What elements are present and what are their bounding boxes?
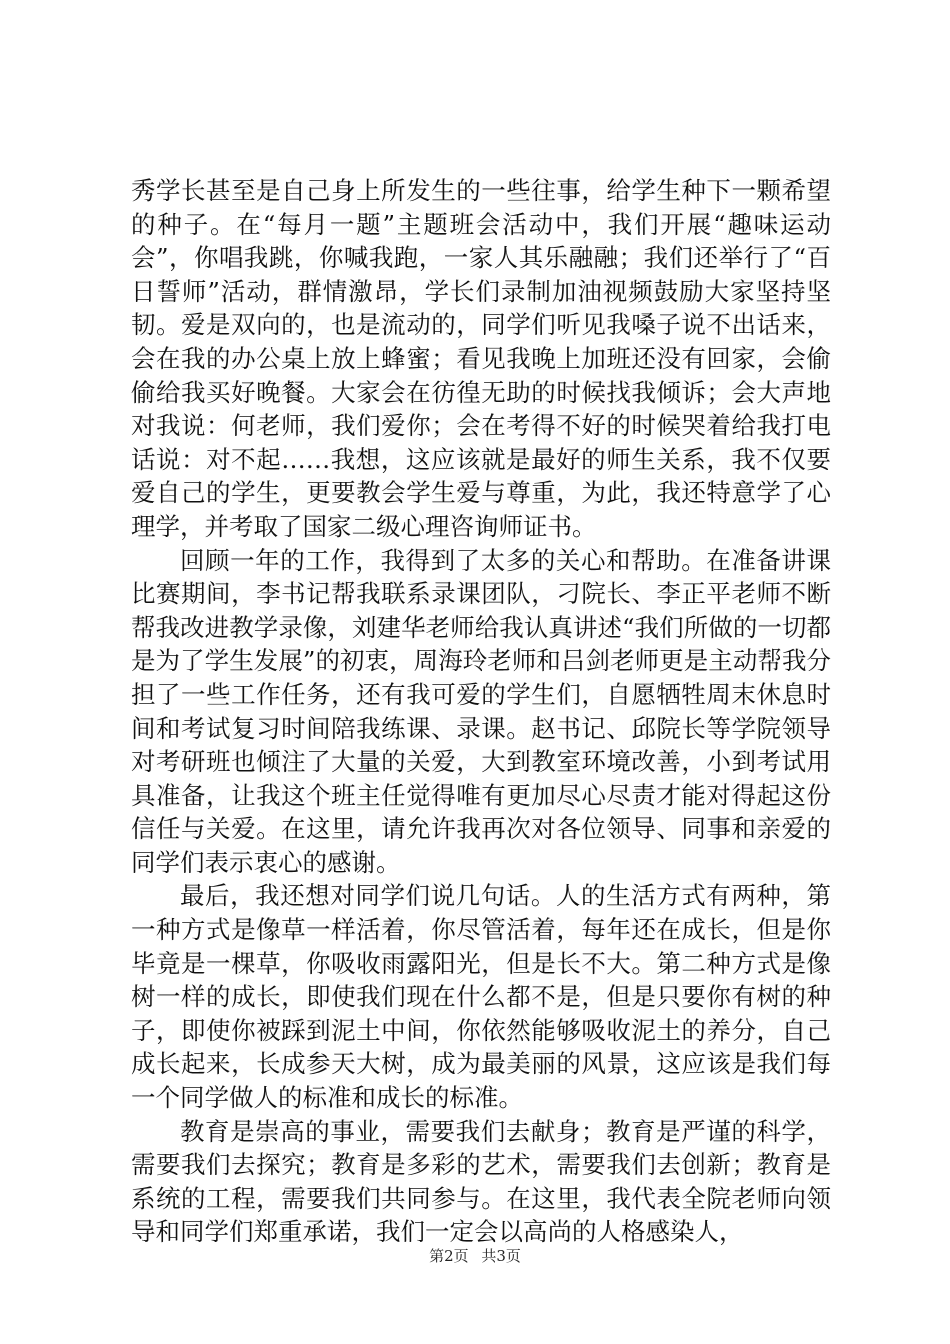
document-body — [131, 174, 831, 1249]
paragraph-1: 秀学长甚至是自己身上所发生的一些往事，给学生种下一颗希望的种子。在“每月一题”主题班会活动中，我们开展“趣味运动会”，你唱我跳，你喊我跑，一家人其乐融融；我们还举行了“百日誓师”活动，群情激昂，学长们录制加油视频鼓励大家坚持坚韧。爱是双向的，也是流动的，同学们听见我嗓子说不出话来，会在我的办公桌上放上蜂蜜；看见我晚上加班还没有回家，会偷偷给我买好晚餐。大家会在彷徨无助的时候找我倾诉；会大声地对我说：何老师，我们爱你；会在考得不好的时候哭着给我打电话说：对不起……我想，这应该就是最好的师生关系，我不仅要爱自己的学生，更要教会学生爱与尊重，为此，我还特意学了心理学，并考取了国家二级心理咨询师证书。 — [131, 176, 831, 541]
paragraph-2: 回顾一年的工作，我得到了太多的关心和帮助。在准备讲课比赛期间，李书记帮我联系录课团队，刁院长、李正平老师不断帮我改进教学录像，刘建华老师给我认真讲述“我们所做的一切都是为了学生发展”的初衷，周海玲老师和吕剑老师更是主动帮我分担了一些工作任务，还有我可爱的学生们，自愿牺牲周末休息时间和考试复习时间陪我练课、录课。赵书记、邱院长等学院领导对考研班也倾注了大量的关爱，大到教室环境改善，小到考试用具准备，让我这个班主任觉得唯有更加尽心尽责才能对得起这份信任与关爱。在这里，请允许我再次对各位领导、同事和亲爱的同学们表示衷心的感谢。 — [131, 545, 831, 877]
paragraph-3: 最后，我还想对同学们说几句话。人的生活方式有两种，第一种方式是像草一样活着，你尽管活着，每年还在成长，但是你毕竟是一棵草，你吸收雨露阳光，但是长不大。第二种方式是像树一样的成长，即使我们现在什么都不是，但是只要你有树的种子，即使你被踩到泥土中间，你依然能够吸收泥土的养分，自己成长起来，长成参天大树，成为最美丽的风景，这应该是我们每一个同学做人的标准和成长的标准。 — [131, 881, 831, 1113]
page-number: 第2页 — [429, 1247, 469, 1265]
page-total: 共3页 — [481, 1247, 521, 1265]
paragraph-4: 教育是崇高的事业，需要我们去献身；教育是严谨的科学，需要我们去探究；教育是多彩的艺术，需要我们去创新；教育是系统的工程，需要我们共同参与。在这里，我代表全院老师向领导和同学们郑重承诺，我们一定会以高尚的人格感染人， — [131, 1116, 831, 1247]
page-footer — [0, 1245, 950, 1266]
